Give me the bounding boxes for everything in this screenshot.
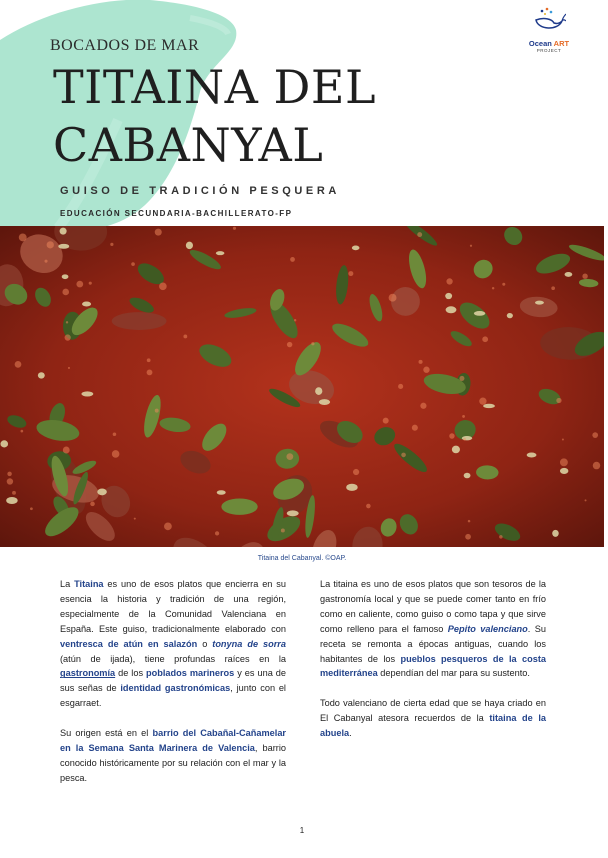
paragraph-origin: Su origen está en el barrio del Cabañal-Cañamelar en la Semana Santa Marinera de Valencia, barrio conocido históricamente por su relación con el mar y la pesca. [60, 728, 287, 783]
paragraph-memories: Todo valenciano de cierta edad que se haya criado en El Cabanyal atesora recuerdos de la titaina de la abuela. [320, 698, 546, 739]
ocean-art-logo [520, 6, 578, 56]
logo-name: Ocean ART [528, 39, 570, 48]
left-column [60, 577, 286, 801]
education-levels: EDUCACIÓN SECUNDARIA-BACHILLERATO-FP [60, 209, 293, 218]
page-number: 1 [299, 826, 305, 835]
page-title [53, 58, 376, 174]
whale-icon [532, 6, 566, 36]
right-column [320, 577, 546, 756]
section-kicker: BOCADOS DE MAR [50, 37, 200, 54]
titaina-photo [0, 226, 604, 547]
paragraph-tradition: La titaina es uno de esos platos que son tesoros de la gastronomía local y que se puede comer tanto en frío como en caliente, como guiso o como tapa y que sirve como relleno para el famoso Pepito valenciano. Su receta se remonta a épocas antiguas, cuando los habitantes de los pueblos pesqueros de la costa mediterránea dependían del mar para su sustento. [320, 579, 546, 679]
photo-caption: Titaina del Cabanyal. ©OAP. [257, 555, 347, 562]
link-gastronomia[interactable]: gastronomía [60, 668, 116, 679]
paragraph-intro: La Titaina es uno de esos platos que encierra en su esencia la historia y tradición de una región, especialmente de la Comunidad Valenciana en España. Este guiso, tradicionalmente elaborado con ventresca de atún en salazón o tonyna de sorra (atún de ijada), tiene profundas raíces en la gastronomía de los poblados marineros y es una de sus señas de identidad gastronómicas, junto con el esgarraet. [60, 579, 287, 709]
title-line-1: TITAINA DEL [53, 60, 377, 114]
title-line-2: CABANYAL [53, 118, 324, 172]
subtitle: GUISO DE TRADICIÓN PESQUERA [60, 185, 340, 197]
logo-subtitle: PROJECT [536, 48, 562, 53]
